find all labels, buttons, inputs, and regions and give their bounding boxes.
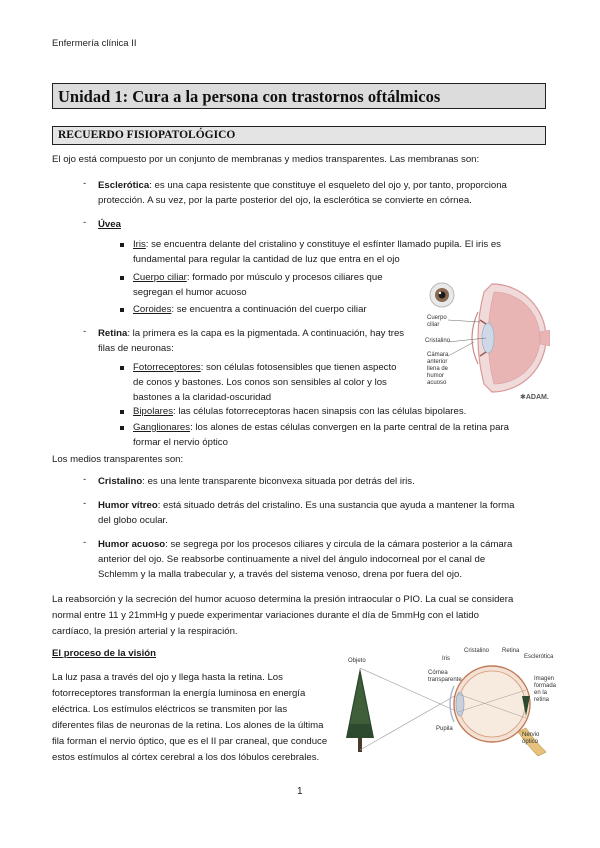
- intro-paragraph: El ojo está compuesto por un conjunto de membranas y medios transparentes. Las membranas son:: [52, 154, 480, 165]
- ganglionares-item: [133, 420, 509, 450]
- pio-paragraph: [52, 592, 513, 640]
- label-objeto: Objeto: [348, 658, 366, 664]
- fotorreceptores-text-2: de conos y bastones. Los conos son sensibles al color y los: [133, 377, 387, 388]
- ganglionares-term: Ganglionares: [133, 422, 191, 433]
- vision-line: estos estímulos al córtex cerebral a los dos lóbulos cerebrales.: [52, 752, 320, 763]
- vision-paragraph: [52, 670, 327, 766]
- square-bullet: [120, 426, 124, 430]
- iris-term: Iris: [133, 239, 146, 250]
- acuoso-term: Humor acuoso: [98, 539, 166, 550]
- section-title: RECUERDO FISIOPATOLÓGICO: [58, 129, 236, 141]
- iris-item: [133, 237, 501, 267]
- coroides-text-1: : se encuentra a continuación del cuerpo ciliar: [171, 304, 367, 315]
- ciliar-term: Cuerpo ciliar: [133, 272, 187, 283]
- acuoso-item: [98, 537, 512, 582]
- adam-credit: ✱ADAM.: [520, 394, 549, 401]
- ciliar-text-1: : formado por músculo y procesos ciliares que: [186, 272, 383, 283]
- fotorreceptores-text-3: bastones a la claridad-oscuridad: [133, 392, 272, 403]
- unit-title: Unidad 1: Cura a la persona con trastornos oftálmicos: [58, 87, 441, 106]
- coroides-term: Coroides: [133, 304, 172, 315]
- unit-title-box: [52, 83, 546, 109]
- page-number: 1: [297, 786, 303, 797]
- acuoso-text-2: anterior del ojo. Se reabsorbe continuamente a nivel del ángulo indocorneal por el canal de: [98, 554, 486, 565]
- iris-text-1: : se encuentra delante del cristalino y constituye el esfínter llamado pupila. El iris es: [145, 239, 501, 250]
- esclerotica-term: Esclerótica: [98, 180, 150, 191]
- ciliar-text-2: segregan el humor acuoso: [133, 287, 247, 298]
- retina-term: Retina: [98, 328, 128, 339]
- label-cornea: Córnea transparente: [428, 670, 462, 683]
- label-retina: Retina: [502, 648, 520, 654]
- bipolares-text-1: : las células fotorreceptoras hacen sinapsis con las células bipolares.: [173, 406, 467, 417]
- label-cristalino: Cristalino: [425, 338, 451, 344]
- pio-line-2: normal entre 11 y 21mmHg y puede experimentar variaciones durante el día de 5mmHg con el latido: [52, 610, 479, 621]
- pio-line-3: cardíaco, la presión arterial y la respiración.: [52, 626, 238, 637]
- fotorreceptores-item: [133, 360, 396, 405]
- cristalino-item: [98, 474, 415, 489]
- ganglionares-text-1: : los alones de estas células convergen en la parte central de la retina para: [190, 422, 510, 433]
- cristalino-term: Cristalino: [98, 476, 143, 487]
- vision-line: La luz pasa a través del ojo y llega hasta la retina. Los: [52, 672, 283, 683]
- esclerotica-item: [98, 178, 507, 208]
- iris-text-2: fundamental para regular la cantidad de luz que entra en el ojo: [133, 254, 400, 265]
- label-iris: Iris: [442, 656, 450, 662]
- square-bullet: [120, 308, 124, 312]
- square-bullet: [120, 243, 124, 247]
- retina-text-2: filas de neuronas:: [98, 343, 174, 354]
- ganglionares-text-2: formar el nervio óptico: [133, 437, 228, 448]
- running-header: Enfermería clínica II: [52, 38, 137, 49]
- label-esclerotica: Esclerótica: [524, 654, 554, 660]
- coroides-item: [133, 302, 367, 317]
- vision-line: fila forman el nervio óptico, que es el II par craneal, que conduce: [52, 736, 328, 747]
- uvea-term-text: Úvea: [98, 219, 121, 230]
- square-bullet: [120, 366, 124, 370]
- square-bullet: [120, 410, 124, 414]
- esclerotica-text-1: : es una capa resistente que constituye el esqueleto del ojo y, por tanto, proporciona: [149, 180, 507, 191]
- dash-bullet: -: [83, 178, 87, 189]
- vision-line: eléctrica. Los estímulos eléctricos se transmiten por las: [52, 704, 288, 715]
- uvea-term: [98, 217, 121, 232]
- vision-heading: El proceso de la visión: [52, 648, 156, 659]
- dash-bullet: -: [83, 537, 87, 548]
- fotorreceptores-text-1: : son células fotosensibles que tienen aspecto: [200, 362, 397, 373]
- bipolares-term: Bipolares: [133, 406, 173, 417]
- pio-line-1: La reabsorción y la secreción del humor acuoso determina la presión intraocular o PIO. La cual se considera: [52, 594, 514, 605]
- cristalino-text-1: : es una lente transparente biconvexa situada por detrás del iris.: [142, 476, 415, 487]
- vitreo-item: [98, 498, 515, 528]
- adam-star-icon: ✱: [520, 394, 526, 401]
- vitreo-text-1: : está situado detrás del cristalino. Es una sustancia que ayuda a mantener la forma: [157, 500, 515, 511]
- eye-anatomy-figure: [420, 272, 550, 404]
- media-intro: Los medios transparentes son:: [52, 454, 184, 465]
- label-pupila: Pupila: [436, 726, 453, 732]
- section-title-box: [52, 126, 546, 145]
- bipolares-item: [133, 404, 466, 419]
- label-imagen: Imagen formada en la retina: [534, 676, 557, 703]
- fotorreceptores-term: Fotorreceptores: [133, 362, 201, 373]
- vision-line: fotorreceptores transforman la energía luminosa en energía: [52, 688, 306, 699]
- label-nervio-optico: Nervio óptico: [522, 732, 540, 745]
- square-bullet: [120, 276, 124, 280]
- dash-bullet: -: [83, 326, 87, 337]
- label-cuerpo-ciliar: Cuerpo ciliar: [427, 315, 447, 328]
- vision-process-figure: [342, 646, 557, 758]
- vision-line: diferentes filas de neuronas de la retina. Los alones de la última: [52, 720, 324, 731]
- dash-bullet: -: [83, 217, 87, 228]
- dash-bullet: -: [83, 474, 87, 485]
- acuoso-text-3: Schlemm y la malla trabecular y, a través del sistema venoso, drena por fuera del ojo.: [98, 569, 463, 580]
- acuoso-text-1: : se segrega por los procesos ciliares y circula de la cámara posterior a la cámara: [165, 539, 513, 550]
- dash-bullet: -: [83, 498, 87, 509]
- retina-item: [98, 326, 404, 356]
- retina-text-1: : la primera es la capa es la pigmentada. A continuación, hay tres: [127, 328, 405, 339]
- label-cristalino-2: Cristalino: [464, 648, 490, 654]
- vitreo-term: Humor vítreo: [98, 500, 158, 511]
- label-camara-anterior: Cámara anterior llena de humor acuoso: [427, 352, 449, 386]
- esclerotica-text-2: protección. A su vez, por la parte posterior del ojo, la esclerótica se convierte en córnea.: [98, 195, 472, 206]
- vitreo-text-2: del globo ocular.: [98, 515, 168, 526]
- ciliar-item: [133, 270, 383, 300]
